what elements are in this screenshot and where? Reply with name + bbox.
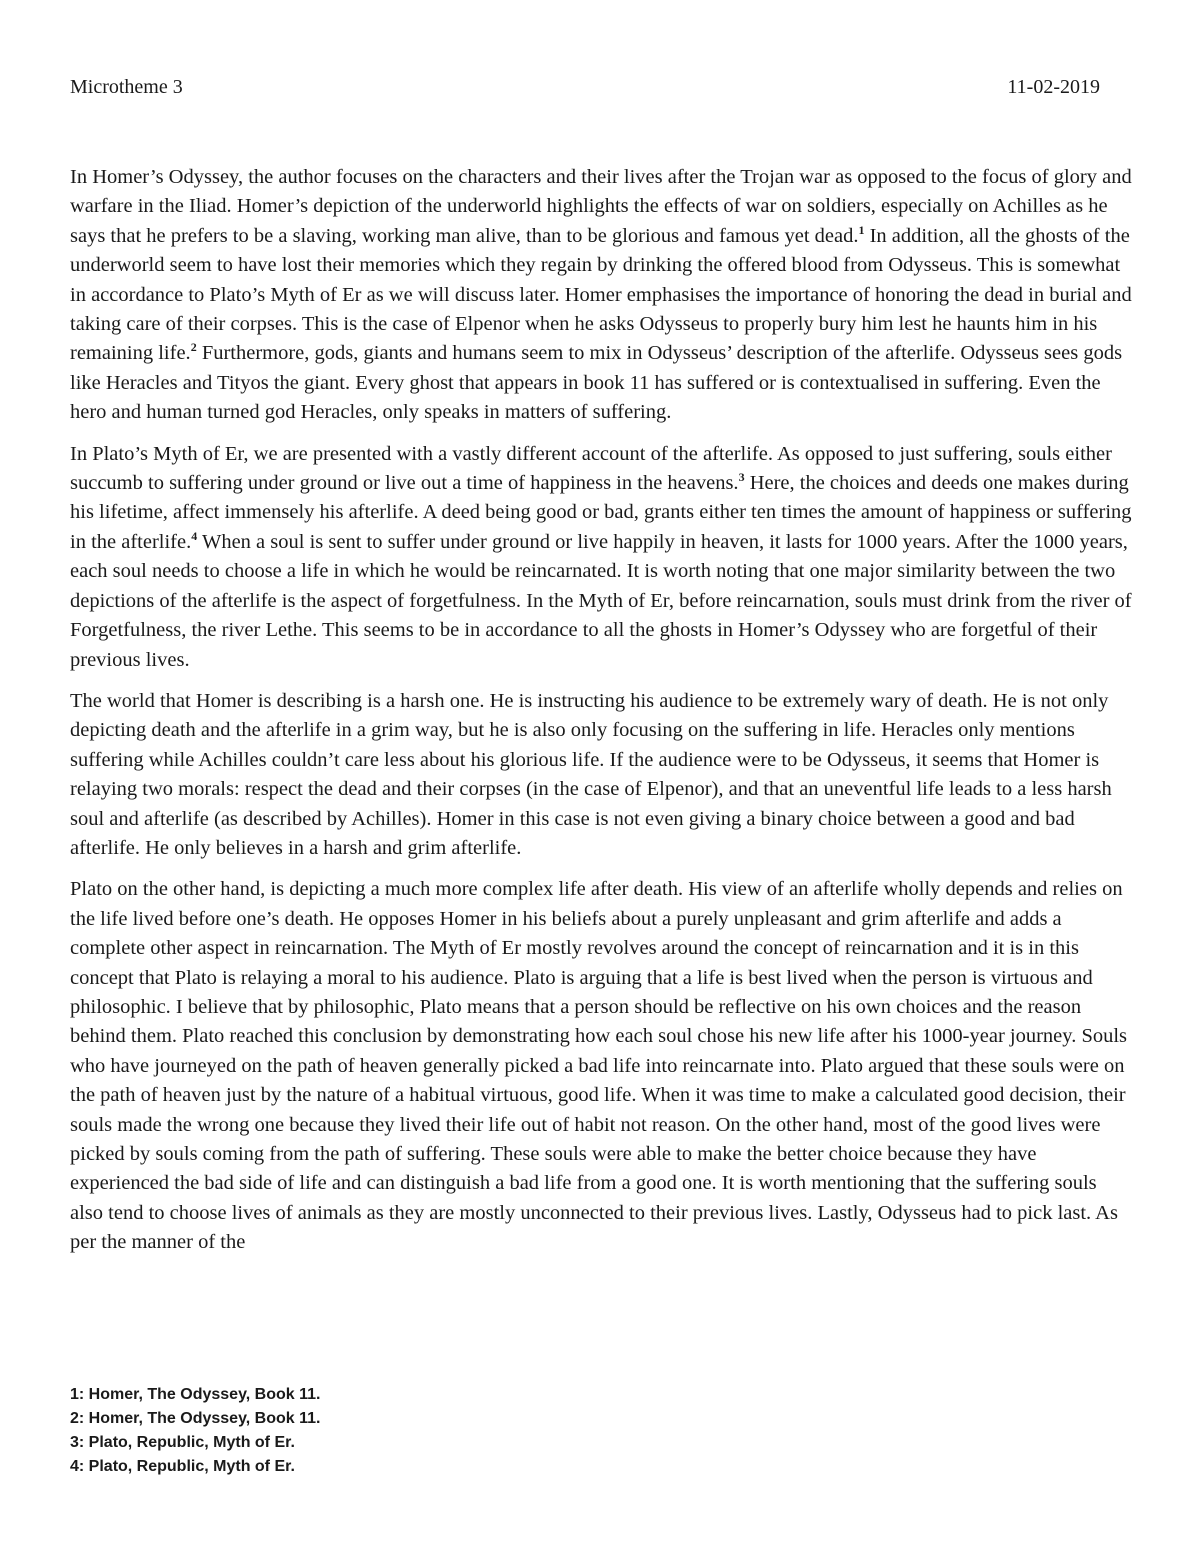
document-page (70, 0, 1132, 1553)
paragraph-4 (70, 875, 1132, 1257)
footnotes (70, 1383, 670, 1479)
footnote-2: 2: Homer, The Odyssey, Book 11. (70, 1410, 321, 1427)
footnote-4: 4: Plato, Republic, Myth of Er. (70, 1458, 295, 1475)
essay-body (70, 163, 1132, 1270)
paragraph-text: In addition, all the ghosts of the underworld seem to have lost their memories which they regain by drinking the offered blood from Odysseus. This is somewhat in accordance to Plato’s Myth of Er as we will discuss later. Homer emphasises the importance of honoring the dead in burial and taking care of their corpses. This is the case of Elpenor when he asks Odysseus to properly bury him lest he haunts him in his remaining life. (70, 224, 1132, 365)
footnote-ref-4: 4 (191, 528, 198, 543)
footnote-ref-3: 3 (738, 470, 745, 485)
paragraph-text: The world that Homer is describing is a harsh one. He is instructing his audience to be extremely wary of death. He is not only depicting death and the afterlife in a grim way, but he is also only focusing on the suffering in life. Heracles only mentions suffering while Achilles couldn’t care less about his glorious life. If the audience were to be Odysseus, it seems that Homer is relaying two morals: respect the dead and their corpses (in the case of Elpenor), and that an uneventful life leads to a less harsh soul and afterlife (as described by Achilles). Homer in this case is not even giving a binary choice between a good and bad afterlife. He only believes in a harsh and grim afterlife. (70, 689, 1112, 859)
footnote-ref-1: 1 (858, 222, 865, 237)
paragraph-text: Here, the choices and deeds one makes during his lifetime, affect immensely his afterlife. A deed being good or bad, grants either ten times the amount of happiness or suffering in the afterlife. (70, 472, 1132, 553)
document-header (70, 75, 1100, 99)
paragraph-text: In Plato’s Myth of Er, we are presented with a vastly different account of the afterlife. As opposed to just suffering, souls either succumb to suffering under ground or live out a time of happiness in the heavens. (70, 442, 1112, 495)
document-date: 11-02-2019 (1007, 76, 1100, 98)
paragraph-3 (70, 687, 1132, 863)
paragraph-1 (70, 163, 1132, 428)
footnote-1: 1: Homer, The Odyssey, Book 11. (70, 1386, 321, 1403)
paragraph-2 (70, 440, 1132, 675)
paragraph-text: Plato on the other hand, is depicting a much more complex life after death. His view of an afterlife wholly depends and relies on the life lived before one’s death. He opposes Homer in his beliefs about a purely unpleasant and grim afterlife and adds a complete other aspect in reincarnation. The Myth of Er mostly revolves around the concept of reincarnation and it is in this concept that Plato is relaying a moral to his audience. Plato is arguing that a life is best lived when the person is virtuous and philosophic. I believe that by philosophic, Plato means that a person should be reflective on his own choices and the reason behind them. Plato reached this conclusion by demonstrating how each soul chose his new life after his 1000-year journey. Souls who have journeyed on the path of heaven generally picked a bad life into reincarnate into. Plato argued that these souls were on the path of heaven just by the nature of a habitual virtuous, good life. When it was time to make a calculated good decision, their souls made the wrong one because they lived their life out of habit not reason. On the other hand, most of the good lives were picked by souls coming from the path of suffering. These souls were able to make the better choice because they have experienced the bad side of life and can distinguish a bad life from a good one. It is worth mentioning that the suffering souls also tend to choose lives of animals as they are mostly unconnected to their previous lives. Lastly, Odysseus had to pick last. As per the manner of the (70, 878, 1128, 1254)
footnote-ref-2: 2 (190, 340, 197, 355)
footnote-3: 3: Plato, Republic, Myth of Er. (70, 1434, 295, 1451)
paragraph-text: In Homer’s Odyssey, the author focuses on the characters and their lives after the Trojan war as opposed to the focus of glory and warfare in the Iliad. Homer’s depiction of the underworld highlights the effects of war on soldiers, especially on Achilles as he says that he prefers to be a slaving, working man alive, than to be glorious and famous yet dead. (70, 166, 1132, 247)
document-title: Microtheme 3 (70, 76, 183, 98)
paragraph-text: Furthermore, gods, giants and humans seem to mix in Odysseus’ description of the afterlife. Odysseus sees gods like Heracles and Tityos the giant. Every ghost that appears in book 11 has suffered or is contextualised in suffering. Even the hero and human turned god Heracles, only speaks in matters of suffering. (70, 342, 1123, 424)
paragraph-text: When a soul is sent to suffer under ground or live happily in heaven, it lasts for 1000 years. After the 1000 years, each soul needs to choose a life in which he would be reincarnated. It is worth noting that one major similarity between the two depictions of the afterlife is the aspect of forgetfulness. In the Myth of Er, before reincarnation, souls must drink from the river of Forgetfulness, the river Lethe. This seems to be in accordance to all the ghosts in Homer’s Odyssey who are forgetful of their previous lives. (70, 530, 1132, 671)
